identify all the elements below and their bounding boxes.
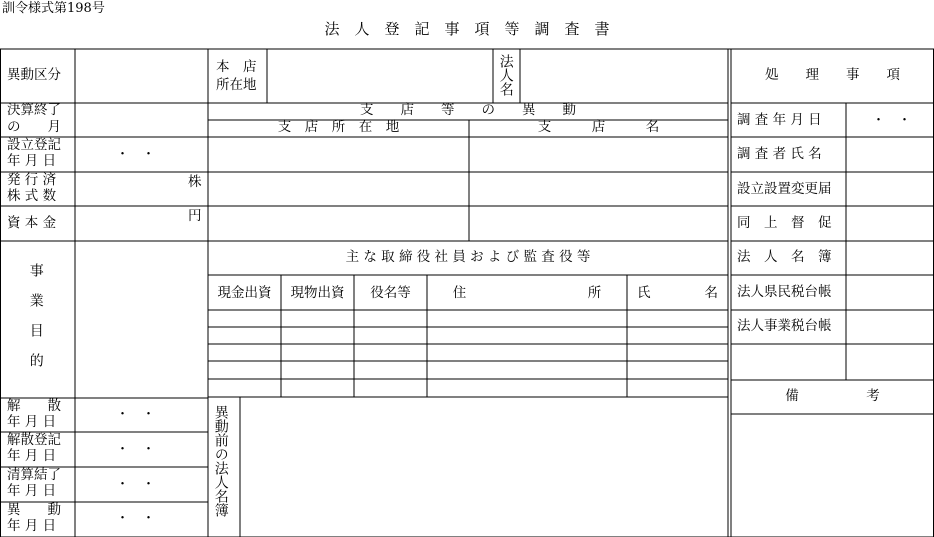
form-code: 訓令様式第198号 [2, 1, 105, 16]
reg-date-label-2: 年 月 日 [7, 153, 57, 169]
processing-header: 処 理 事 項 [765, 67, 900, 83]
survey-date-label: 調 査 年 月 日 [737, 112, 822, 128]
biz-tax-label: 法人事業税台帳 [737, 318, 832, 334]
survey-date-value: ・ ・ [872, 113, 912, 128]
dissolve-reg-date-value: ・ ・ [116, 442, 156, 457]
col-title-header: 役名等 [370, 285, 411, 301]
shares-unit: 株 [188, 174, 202, 190]
establishment-notice-label: 設立設置変更届 [737, 181, 832, 197]
business-purpose-label: 事業目的 [27, 263, 44, 383]
col-name-header: 氏 名 [637, 285, 718, 301]
fiscal-end-label-2: の 月 [7, 119, 61, 135]
shares-label-2: 株 式 数 [7, 188, 57, 204]
capital-unit: 円 [188, 208, 202, 224]
prev-registry-label: 異動前の法人名簿 [212, 405, 229, 517]
capital-label: 資 本 金 [7, 215, 57, 231]
reminder-label: 同 上 督 促 [737, 215, 832, 231]
branch-change-header: 支 店 等 の 異 動 [360, 102, 576, 118]
fiscal-end-label-1: 決算終了 [7, 102, 61, 118]
change-category-label: 異動区分 [7, 67, 61, 83]
form-title: 法 人 登 記 事 項 等 調 査 書 [324, 20, 610, 38]
branch-address-header: 支 店 所 在 地 [277, 119, 400, 135]
head-office-label-2: 所在地 [216, 77, 257, 93]
remarks-header: 備 考 [785, 388, 880, 404]
col-inkind-header: 現物出資 [290, 285, 345, 301]
col-cash-header: 現金出資 [217, 285, 272, 301]
reg-date-value: ・ ・ [116, 147, 156, 162]
reg-date-label-1: 設立登記 [7, 137, 61, 153]
head-office-label-1: 本 店 [216, 59, 257, 75]
col-address-header: 住 所 [452, 285, 602, 301]
corp-name-label: 法人名 [497, 54, 514, 96]
liquidation-label-1: 清算結了 [7, 467, 61, 483]
registry-label: 法 人 名 簿 [737, 249, 832, 265]
branch-name-header: 支 店 名 [537, 119, 660, 135]
pref-tax-label: 法人県民税台帳 [737, 284, 832, 300]
liquidation-date-value: ・ ・ [116, 477, 156, 492]
change-date-value: ・ ・ [116, 511, 156, 526]
surveyor-label: 調 査 者 氏 名 [737, 146, 822, 162]
shares-label-1: 発 行 済 [7, 172, 57, 188]
dissolve-date-value: ・ ・ [116, 407, 156, 422]
officers-header: 主 な 取 締 役 社 員 お よ び 監 査 役 等 [345, 249, 591, 265]
liquidation-label-2: 年 月 日 [7, 483, 57, 499]
dissolve-reg-label-1: 解散登記 [7, 432, 61, 448]
dissolve-reg-label-2: 年 月 日 [7, 448, 57, 464]
change-date-label-1: 異 動 [7, 502, 61, 518]
dissolve-label-1: 解 散 [7, 398, 61, 414]
change-date-label-2: 年 月 日 [7, 518, 57, 534]
dissolve-label-2: 年 月 日 [7, 414, 57, 430]
